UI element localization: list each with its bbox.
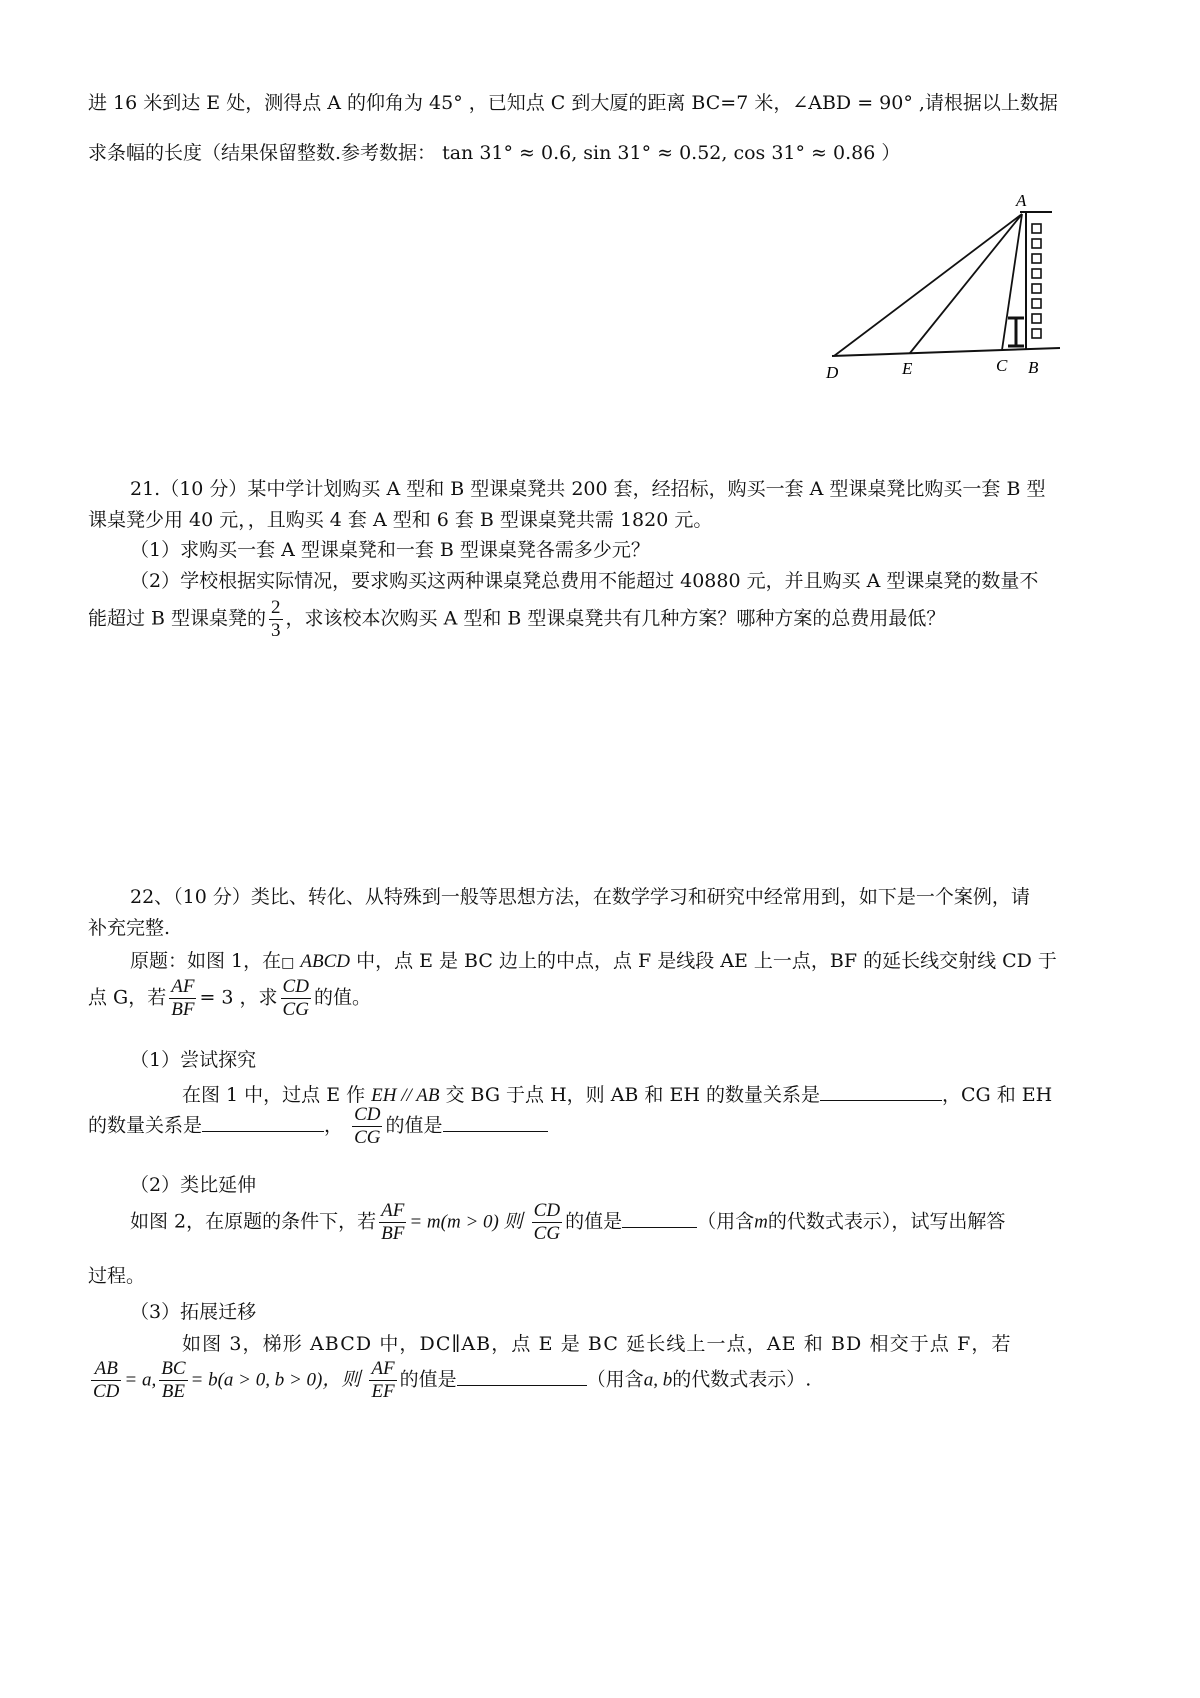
q21-part-1: （1）求购买一套 A 型课桌凳和一套 B 型课桌凳各需多少元？ (130, 539, 650, 561)
q22-part-3-title: （3）拓展迁移 (130, 1301, 257, 1323)
answer-blank-4[interactable] (622, 1209, 697, 1228)
q22-part-1-title: （1）尝试探究 (130, 1049, 257, 1071)
q22-part-2-line-1: 如图 2，在原题的条件下，若 $\frac{AF}{BF}$ = m(m > 0) 则 $\frac{CD}{CG}$ 的值是 （用含m的代数式表示），试写出解答 (130, 1200, 1006, 1244)
q21-text-line-2: 课桌凳少用 40 元，，且购买 4 套 A 型和 6 套 B 型课桌凳共需 1820 元。 (88, 509, 713, 531)
sight-line-DA (834, 214, 1022, 356)
q22-part-2-title: （2）类比延伸 (130, 1174, 257, 1196)
label-B: B (1028, 358, 1039, 377)
label-D: D (826, 363, 839, 382)
q21-part-2-line-2: 能超过 B 型课桌凳的 $\frac{2}{3}$ ，求该校本次购买 A 型和 B 型课桌凳共有几种方案？哪种方案的总费用最低？ (88, 597, 946, 641)
banner-squares (1032, 224, 1041, 338)
q20-text-line-1: 进 16 米到达 E 处，测得点 A 的仰角为 45° ，已知点 C 到大厦的距离 BC=7 米，∠ABD = 90° ,请根据以上数据 (88, 92, 1058, 114)
measuring-instrument (1008, 318, 1024, 346)
answer-blank-1[interactable] (820, 1082, 942, 1101)
q22-part-1-line-1: 在图 1 中，过点 E 作 EH // AB 交 BG 于点 H，则 AB 和 EH 的数量关系是 ，CG 和 EH (182, 1084, 1053, 1106)
q22-part-3-line-1: 如图 3，梯形 ABCD 中，DC∥AB，点 E 是 BC 延长线上一点，AE 和 BD 相交于点 F，若 (182, 1333, 1012, 1355)
q22-original-problem: 原题：如图 1，在□ ABCD 中，点 E 是 BC 边上的中点，点 F 是线段 AE 上一点，BF 的延长线交射线 CD 于 (130, 950, 1057, 972)
answer-blank-3[interactable] (443, 1113, 548, 1132)
label-A: A (1016, 191, 1027, 210)
answer-blank-5[interactable] (457, 1367, 587, 1386)
q22-original-condition: 点 G，若 $\frac{AF}{BF}$ = 3 ，求 $\frac{CD}{CG}$ 的值。 (88, 976, 371, 1020)
q22-text-line-1: 22、（10 分）类比、转化、从特殊到一般等思想方法，在数学学习和研究中经常用到，如下是一个案例，请 (130, 886, 1030, 908)
q20-text-line-2: 求条幅的长度（结果保留整数.参考数据： tan 31° ≈ 0.6, sin 31° ≈ 0.52, cos 31° ≈ 0.86 ） (88, 142, 901, 164)
q22-part-3-line-2: $\frac{AB}{CD}$ = a, $\frac{BC}{BE}$ = b(a > 0, b > 0)，则 $\frac{AF}{EF}$ 的值是 （用含a, b的代数式表示）. (93, 1358, 812, 1402)
q22-text-line-2: 补充完整. (88, 917, 171, 939)
q21-part-2-line-1: （2）学校根据实际情况，要求购买这两种课桌凳总费用不能超过 40880 元，并且购买 A 型课桌凳的数量不 (130, 570, 1039, 592)
q22-part-2-line-2: 过程。 (88, 1265, 146, 1287)
q20-figure-building-diagram (812, 190, 1082, 385)
q22-part-1-line-2: 的数量关系是 ， $\frac{CD}{CG}$ 的值是 (88, 1104, 548, 1149)
answer-blank-2[interactable] (202, 1113, 324, 1132)
label-E: E (902, 359, 913, 378)
q21-text-line-1: 21.（10 分）某中学计划购买 A 型和 B 型课桌凳共 200 套，经招标，购买一套 A 型课桌凳比购买一套 B 型 (130, 478, 1046, 500)
fraction-two-thirds: $\frac{2}{3}$ (271, 597, 281, 641)
label-C: C (996, 356, 1008, 375)
